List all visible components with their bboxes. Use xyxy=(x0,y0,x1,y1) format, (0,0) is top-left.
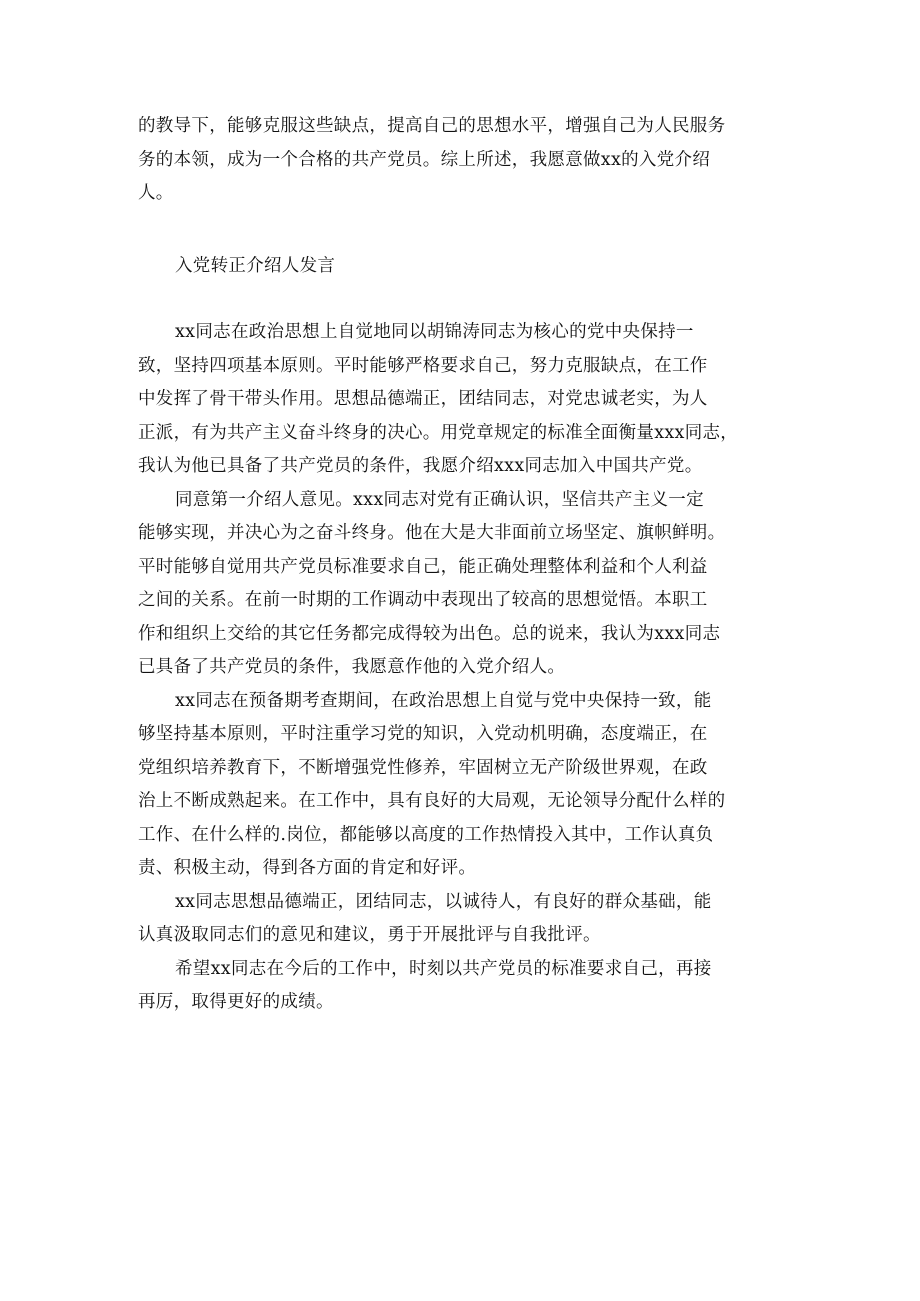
text-line: 正派，有为共产主义奋斗终身的决心。用党章规定的标准全面衡量xxx同志， xyxy=(138,422,739,443)
text-line: 再厉，取得更好的成绩。 xyxy=(138,992,334,1012)
paragraph-4 xyxy=(138,886,788,953)
text-line: 平时能够自觉用共产党员标准要求自己，能正确处理整体利益和个人利益 xyxy=(138,556,708,577)
paragraph-5 xyxy=(138,953,788,1020)
text-line: 治上不断成熟起来。在工作中，具有良好的大局观，无论领导分配什么样的 xyxy=(138,791,726,811)
paragraph-3 xyxy=(138,685,788,886)
text-line: 认真汲取同志们的意见和建议，勇于开展批评与自我批评。 xyxy=(138,925,601,945)
section-title: 入党转正介绍人发言 xyxy=(175,255,336,276)
text-line: 已具备了共产党员的条件，我愿意作他的入党介绍人。 xyxy=(138,657,566,677)
text-line: 致，坚持四项基本原则。平时能够严格要求自己，努力克服缺点，在工作 xyxy=(138,355,708,376)
text-line: 工作、在什么样的.岗位，都能够以高度的工作热情投入其中，工作认真负 xyxy=(138,824,714,845)
text-line: 之间的关系。在前一时期的工作调动中表现出了较高的思想觉悟。本职工 xyxy=(138,590,708,610)
document-body xyxy=(138,110,788,1020)
text-line: 希望xx同志在今后的工作中，时刻以共产党员的标准要求自己，再接 xyxy=(175,958,712,979)
intro-paragraph xyxy=(138,110,788,211)
text-line: 够坚持基本原则，平时注重学习党的知识，入党动机明确，态度端正，在 xyxy=(138,724,708,744)
text-line: 同意第一介绍人意见。xxx同志对党有正确认识，坚信共产主义一定 xyxy=(175,489,704,510)
text-line: 能够实现，并决心为之奋斗终身。他在大是大非面前立场坚定、旗帜鲜明。 xyxy=(138,523,726,543)
text-line: 的教导下，能够克服这些缺点，提高自己的思想水平，增强自己为人民服务 xyxy=(138,116,726,136)
text-line: xx同志在政治思想上自觉地同以胡锦涛同志为核心的党中央保持一 xyxy=(175,322,694,342)
text-line: 人。 xyxy=(138,183,174,203)
paragraph-1 xyxy=(138,316,788,484)
text-line: 中发挥了骨干带头作用。思想品德端正，团结同志，对党忠诚老实，为人 xyxy=(138,389,708,409)
text-line: 务的本领，成为一个合格的共产党员。综上所述，我愿意做xx的入党介绍 xyxy=(138,149,711,170)
text-line: 作和组织上交给的其它任务都完成得较为出色。总的说来，我认为xxx同志 xyxy=(138,623,721,644)
text-line: 我认为他已具备了共产党员的条件，我愿介绍xxx同志加入中国共产党。 xyxy=(138,456,703,476)
text-line: xx同志思想品德端正，团结同志，以诚待人，有良好的群众基础，能 xyxy=(175,891,712,912)
text-line: 党组织培养教育下，不断增强党性修养，牢固树立无产阶级世界观，在政 xyxy=(138,757,708,778)
text-line: 责、积极主动，得到各方面的肯定和好评。 xyxy=(138,858,477,878)
paragraph-2 xyxy=(138,484,788,685)
text-line: xx同志在预备期考查期间，在政治思想上自觉与党中央保持一致，能 xyxy=(175,690,712,711)
